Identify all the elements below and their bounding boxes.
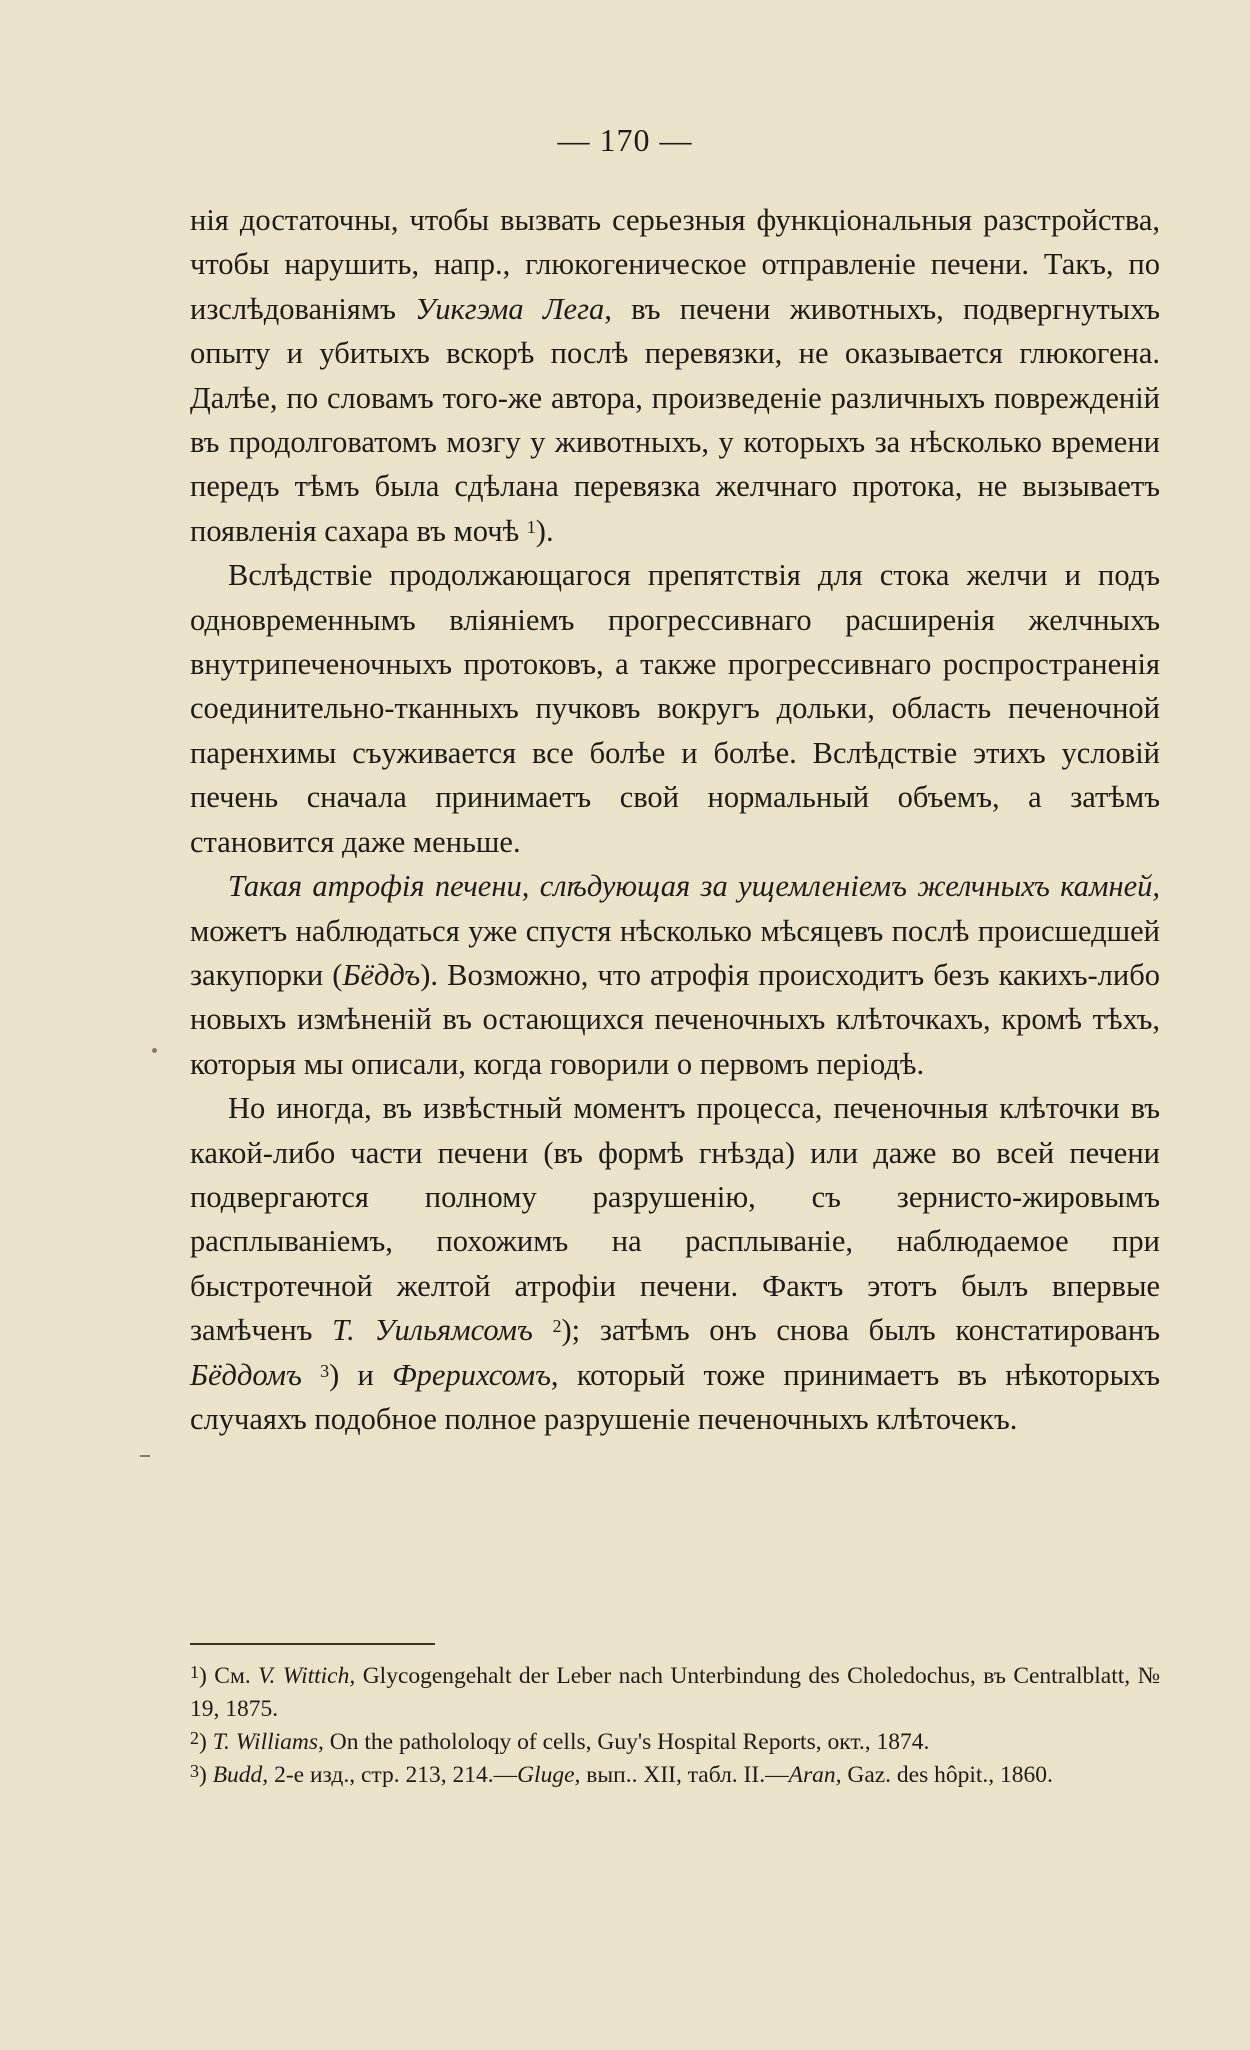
italic-text: Бёддомъ — [190, 1357, 302, 1392]
footnote-marker: 1 — [526, 516, 536, 537]
text-run: On the pathololoqy of cells, Guy's Hospital Reports, окт., 1874. — [323, 1729, 930, 1755]
text-run: Gaz. des hôpit., 1860. — [841, 1762, 1053, 1788]
italic-text: Budd, — [212, 1762, 269, 1788]
main-text — [190, 198, 1160, 1441]
text-run: , который тоже принимаетъ въ нѣкоторыхъ случаяхъ подобное полное разрушеніе печеночныхъ клѣточекъ. — [190, 1357, 1161, 1436]
text-run: ). — [535, 513, 554, 548]
text-run: вып.. XII, табл. II.— — [580, 1762, 789, 1788]
paragraph-1 — [190, 198, 1160, 553]
text-run — [533, 1313, 553, 1347]
italic-text: Уикгэма Лега, — [415, 291, 612, 326]
italic-text: Такая атрофія печени, слѣдующая за ущемленіемъ желчныхъ камней, — [228, 869, 1160, 904]
footnote-marker: 2 — [552, 1316, 562, 1337]
italic-text: Фрерихсомъ — [392, 1357, 551, 1392]
text-run: 2-е изд., стр. 213, 214.— — [268, 1762, 518, 1788]
paragraph-2 — [190, 553, 1160, 864]
footnotes — [190, 1660, 1160, 1792]
text-run — [302, 1358, 320, 1392]
text-run: Вслѣдствіе продолжающагося препятствія для стока желчи и подъ одновременнымъ вліяніемъ прогрессивнаго расширенія желчныхъ внутрипеченочныхъ протоковъ, а также прогрессивнаго роспространенія соединительно-тканныхъ пучковъ вокругъ дольки, область печеночной паренхимы съуживается все болѣе и болѣе. Вслѣдствіе этихъ условій печень сначала принимаетъ свой нормальный объемъ, а затѣмъ становится даже меньше. — [190, 558, 1160, 859]
italic-text: Aran, — [788, 1762, 842, 1788]
paragraph-4 — [190, 1086, 1160, 1441]
text-run: можетъ наблюдаться уже спустя нѣсколько мѣсяцевъ послѣ происшедшей закупорки ( — [190, 913, 1160, 992]
page-number: — 170 — — [557, 122, 693, 158]
text-run: въ печени животныхъ, подвергнутыхъ опыту и убитыхъ вскорѣ послѣ перевязки, не оказывается глюкогена. Далѣе, по словамъ того-же автора, произведеніе различныхъ поврежденій въ продолговатомъ мозгу у животныхъ, у которыхъ за нѣсколько времени передъ тѣмъ была сдѣлана перевязка желчнаго протока, не вызываетъ появленія сахара въ мочѣ — [190, 291, 1160, 548]
italic-text: Gluge, — [517, 1762, 581, 1788]
text-run: ). Возможно, что атрофія происходитъ безъ какихъ-либо новыхъ измѣненій въ остающихся печеночныхъ клѣточкахъ, кромѣ тѣхъ, которыя мы описали, когда говорили о первомъ періодѣ. — [190, 957, 1160, 1081]
text-run: нія достаточны, чтобы вызвать серьезныя функціональныя разстройства, чтобы нарушить, напр., глюкогеническое отправленіе печени. Такъ, по изслѣдованіямъ — [190, 203, 1160, 326]
footnote-2 — [190, 1726, 1160, 1759]
footnote-marker: 2 — [190, 1728, 199, 1748]
text-run: Но иногда, въ извѣстный моментъ процесса, печеночныя клѣточки въ какой-либо части печени (въ формѣ гнѣзда) или даже во всей печени подвергаются полному разрушенію, съ зернисто-жировымъ расплываніемъ, похожимъ на расплываніе, наблюдаемое при быстротечной желтой атрофіи печени. Фактъ этотъ былъ впервые замѣченъ — [190, 1091, 1160, 1348]
text-run: ) — [199, 1762, 213, 1788]
text-run: ) и — [329, 1357, 393, 1392]
margin-speck — [152, 1048, 157, 1053]
italic-text: T. Williams, — [212, 1729, 324, 1755]
text-run: ) — [199, 1729, 213, 1755]
footnote-3 — [190, 1759, 1160, 1792]
italic-text: V. Wittich, — [258, 1663, 356, 1689]
footnote-divider — [190, 1643, 435, 1645]
paragraph-3 — [190, 864, 1160, 1086]
italic-text: Бёддъ — [342, 957, 421, 992]
italic-text: Т. Уильямсомъ — [332, 1313, 533, 1348]
text-run: ) См. — [199, 1663, 259, 1689]
footnote-marker: 3 — [320, 1360, 330, 1381]
footnote-marker: 1 — [190, 1662, 199, 1682]
text-run: Glycogengehalt der Leber nach Unterbindung des Choledochus, въ Centralblatt, № 19, 1875. — [190, 1663, 1160, 1722]
footnote-1 — [190, 1660, 1160, 1726]
margin-speck — [140, 1455, 150, 1457]
footnote-marker: 3 — [190, 1761, 199, 1781]
text-run: ); затѣмъ онъ снова былъ констатированъ — [561, 1313, 1160, 1348]
